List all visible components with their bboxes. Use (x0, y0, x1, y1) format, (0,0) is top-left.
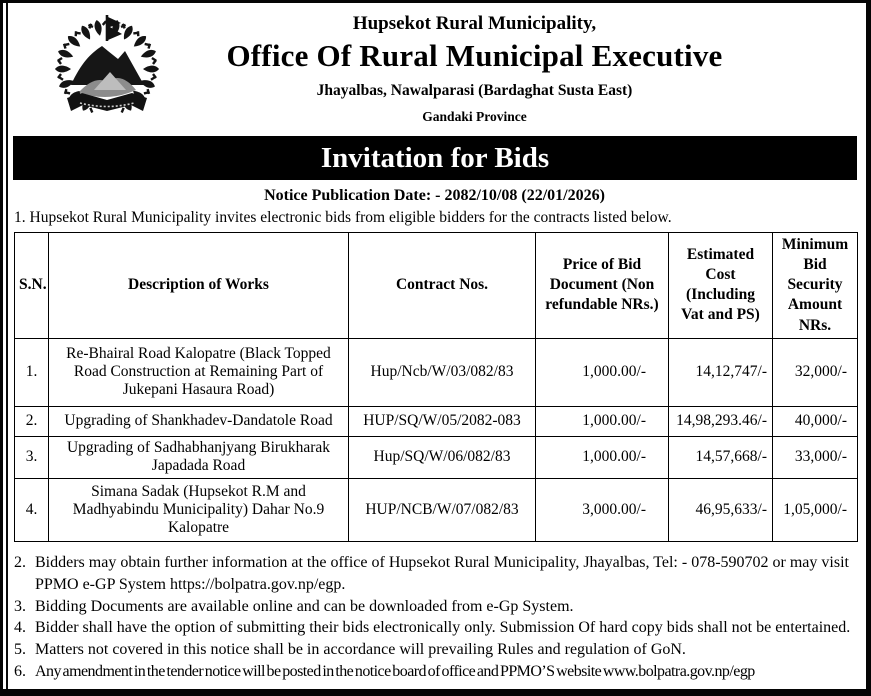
note-text: Matters not covered in this notice shall be in accordance will prevailing Rules and regulation of GoN. (35, 641, 686, 659)
col-header-sn: S.N. (15, 233, 49, 339)
note-number: 5. (14, 641, 26, 659)
banner-title: Invitation for Bids (320, 142, 550, 174)
cell-contract: HUP/SQ/W/05/2082-083 (349, 406, 536, 436)
cell-price: 1,000.00/- (536, 436, 669, 478)
table-header-row (15, 233, 858, 339)
col-header-security: Minimum Bid Security Amount NRs. (773, 233, 858, 339)
col-header-description: Description of Works (49, 233, 349, 339)
cell-security: 1,05,000/- (773, 478, 858, 541)
cell-security: 32,000/- (773, 338, 858, 406)
note-number: 4. (14, 619, 26, 637)
cell-contract: Hup/Ncb/W/03/082/83 (349, 338, 536, 406)
cell-description: Simana Sadak (Hupsekot R.M and Madhyabindu Municipality) Dahar No.9 Kalopatre (49, 478, 349, 541)
cell-description: Upgrading of Sadhabhanjyang Birukharak Japadada Road (49, 436, 349, 478)
cell-contract: HUP/NCB/W/07/082/83 (349, 478, 536, 541)
note-number: 3. (14, 597, 26, 615)
cell-security: 33,000/- (773, 436, 858, 478)
office-address: Jhayalbas, Nawalparasi (Bardaghat Susta East) (316, 82, 633, 99)
cell-estimated: 14,12,747/- (669, 338, 773, 406)
cell-description: Upgrading of Shankhadev-Dandatole Road (49, 406, 349, 436)
note-number: 2. (14, 553, 26, 571)
note-text: Bidding Documents are available online and can be downloaded from e-Gp System. (35, 597, 574, 615)
notes-list (14, 552, 858, 683)
note-text: Any amendment in the tender notice will be posted in the notice board of office and PPMO’S website www.bolpatra.gov.np/egp (35, 663, 755, 681)
municipality-name: Hupsekot Rural Municipality, (352, 13, 597, 34)
table-row (15, 478, 858, 541)
note-item (14, 596, 858, 618)
cell-sn: 3. (15, 436, 49, 478)
province-name: Gandaki Province (422, 109, 527, 124)
office-title: Office Of Rural Municipal Executive (226, 38, 723, 73)
cell-estimated: 14,57,668/- (669, 436, 773, 478)
cell-description: Re-Bhairal Road Kalopatre (Black Topped Road Construction at Remaining Part of Jukepani Hasaura Road) (49, 338, 349, 406)
note-item (14, 661, 858, 683)
notice-publication-date: Notice Publication Date: - 2082/10/08 (22/01/2026) (264, 187, 605, 204)
cell-sn: 1. (15, 338, 49, 406)
cell-price: 3,000.00/- (536, 478, 669, 541)
cell-contract: Hup/SQ/W/06/082/83 (349, 436, 536, 478)
bids-table (14, 232, 858, 542)
note-number: 6. (14, 663, 26, 681)
col-header-price: Price of Bid Document (Non refundable NRs.) (536, 233, 669, 339)
cell-price: 1,000.00/- (536, 406, 669, 436)
note-item (14, 617, 858, 639)
document-header (3, 3, 866, 131)
note-text: Bidder shall have the option of submitting their bids electronically only. Submission Of hard copy bids shall not be entertained. (35, 619, 851, 637)
cell-sn: 2. (15, 406, 49, 436)
table-row (15, 338, 858, 406)
note-item (14, 639, 858, 661)
cell-security: 40,000/- (773, 406, 858, 436)
cell-sn: 4. (15, 478, 49, 541)
table-row (15, 436, 858, 478)
municipal-emblem-icon (55, 11, 159, 125)
cell-price: 1,000.00/- (536, 338, 669, 406)
note-item (14, 552, 858, 596)
cell-estimated: 14,98,293.46/- (669, 406, 773, 436)
table-row (15, 406, 858, 436)
invitation-banner (13, 136, 857, 180)
cell-estimated: 46,95,633/- (669, 478, 773, 541)
intro-paragraph: 1. Hupsekot Rural Municipality invites electronic bids from eligible bidders for the contracts listed below. (14, 209, 672, 226)
col-header-estimated: Estimated Cost (Including Vat and PS) (669, 233, 773, 339)
note-text: Bidders may obtain further information at the office of Hupsekot Rural Municipality, Jhayalbas, Tel: - 078-590702 or may visit PPMO e-GP System https://bolpatra.gov.np/egp. (35, 553, 849, 593)
col-header-contract: Contract Nos. (349, 233, 536, 339)
